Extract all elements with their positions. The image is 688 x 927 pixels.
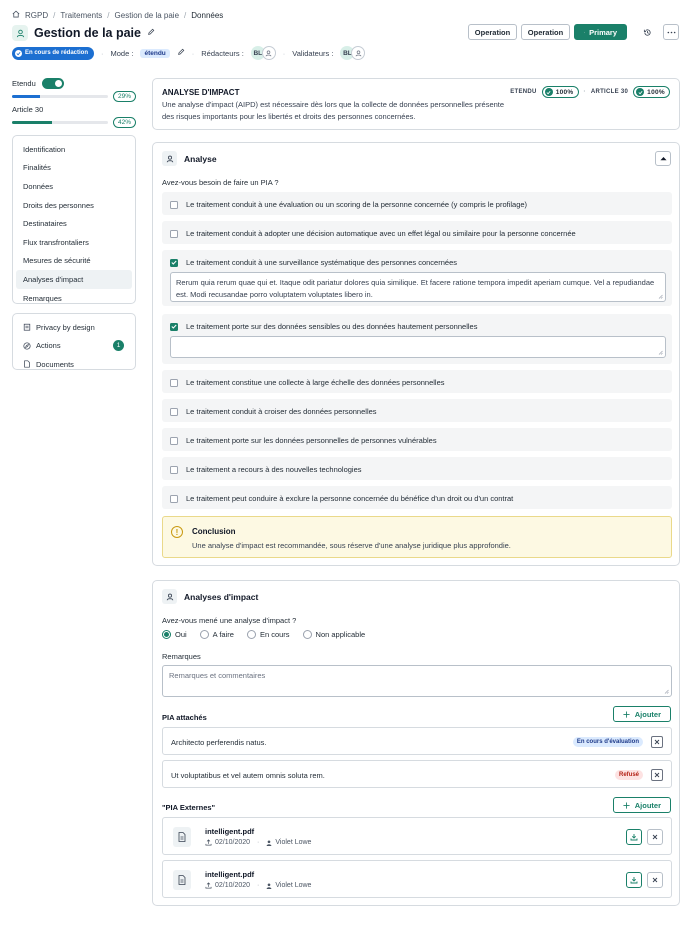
- remove-file-button[interactable]: [647, 829, 663, 845]
- criteria-label: Le traitement conduit à une évaluation ou un scoring de la personne concernée (y compris le profilage): [186, 200, 528, 209]
- file-author: Violet Lowe: [275, 839, 312, 846]
- sidebar-item-actions[interactable]: [16, 337, 132, 356]
- document-icon: [23, 360, 31, 368]
- file-row: [162, 860, 672, 898]
- breadcrumb-separator: /: [184, 10, 187, 20]
- redacteurs-avatars[interactable]: [251, 46, 276, 60]
- breadcrumb: [12, 9, 223, 21]
- criteria-comment-field[interactable]: [170, 336, 666, 358]
- radio-a-faire[interactable]: [200, 630, 234, 639]
- primary-button[interactable]: [574, 24, 627, 40]
- dot-separator: ·: [191, 48, 195, 58]
- history-button[interactable]: [639, 24, 655, 40]
- plus-icon: [623, 711, 630, 718]
- status-badge: [12, 47, 94, 60]
- file-name[interactable]: intelligent.pdf: [205, 870, 255, 879]
- progress-fill: [12, 95, 40, 98]
- sidebar-item-finalites[interactable]: Finalités: [23, 163, 51, 173]
- history-icon: [643, 28, 652, 37]
- criteria-item[interactable]: [162, 428, 672, 451]
- add-person-icon[interactable]: [262, 46, 276, 60]
- analyse-card: [152, 142, 680, 566]
- analyse-title: Analyse: [184, 153, 217, 164]
- search-icon: [584, 29, 585, 36]
- criteria-label: Le traitement conduit à adopter une décision automatique avec un effet légal ou similaire pour la personne concernée: [186, 229, 576, 238]
- file-meta: [205, 882, 311, 889]
- avatar: BL: [251, 46, 265, 60]
- score-label-article30: ARTICLE 30: [590, 89, 629, 95]
- impact-header: [162, 589, 258, 604]
- criteria-item[interactable]: [162, 370, 672, 393]
- criteria-comment-field[interactable]: [170, 272, 666, 302]
- pia-name: Ut voluptatibus et vel autem omnis soluta rem.: [171, 771, 325, 780]
- upload-icon: [205, 882, 212, 889]
- user-icon: [162, 151, 177, 166]
- file-date: 02/10/2020: [215, 882, 251, 889]
- file-meta: [205, 839, 311, 846]
- progress-label: Article 30: [12, 104, 44, 114]
- criteria-item[interactable]: [162, 314, 672, 364]
- progress-percent: 29%: [113, 91, 136, 102]
- progress-label: Etendu: [12, 78, 36, 88]
- validateurs-label: Validateurs :: [292, 48, 334, 58]
- checkbox[interactable]: [170, 201, 178, 209]
- sidebar-item-identification[interactable]: Identification: [23, 144, 66, 154]
- external-pia-title: "PIA Externes": [162, 803, 216, 812]
- file-name[interactable]: intelligent.pdf: [205, 827, 255, 836]
- download-button[interactable]: [626, 872, 642, 888]
- score-value: 100%: [555, 88, 574, 96]
- checkbox[interactable]: [170, 466, 178, 474]
- checkbox[interactable]: [170, 495, 178, 503]
- add-label: Ajouter: [634, 709, 661, 719]
- check-circle-icon: [545, 88, 553, 96]
- radio-button-selected[interactable]: [162, 630, 171, 639]
- criteria-label: Le traitement constitue une collecte à large échelle des données personnelles: [186, 378, 445, 387]
- checkbox[interactable]: [170, 408, 178, 416]
- resize-grip-icon: [664, 689, 669, 694]
- checkbox-checked[interactable]: [170, 323, 178, 331]
- criteria-item[interactable]: [162, 457, 672, 480]
- file-icon: [173, 827, 191, 847]
- warning-icon: !: [171, 526, 183, 538]
- operation-button-1[interactable]: Operation: [468, 24, 517, 40]
- radio-button[interactable]: [200, 630, 209, 639]
- status-badge: Refusé: [615, 770, 643, 780]
- radio-label: A faire: [212, 630, 234, 639]
- close-icon: [654, 772, 660, 778]
- validateurs-avatars[interactable]: [340, 46, 365, 60]
- primary-button-label: Primary: [589, 27, 617, 37]
- sidebar-item-destinataires[interactable]: Destinataires: [23, 219, 67, 229]
- radio-button[interactable]: [303, 630, 312, 639]
- check-circle-icon: [636, 88, 644, 96]
- criteria-label: Le traitement peut conduire à exclure la personne concernée du bénéfice d'un droit ou d'un contrat: [186, 494, 514, 503]
- etendu-toggle[interactable]: [42, 78, 64, 89]
- user-icon: [266, 883, 272, 889]
- status-label: En cours de rédaction: [25, 50, 89, 56]
- toolbar: [468, 24, 679, 40]
- sidebar-item-documents[interactable]: [16, 355, 132, 374]
- conclusion-box: [162, 516, 672, 558]
- dot-separator: ·: [257, 839, 260, 846]
- sidebar-item-analyses[interactable]: Analyses d'impact: [16, 270, 132, 289]
- meta-row: [12, 45, 365, 61]
- criteria-label: Le traitement porte sur des données sensibles ou des données hautement personnelles: [186, 322, 478, 331]
- add-pia-button[interactable]: [613, 706, 671, 722]
- pia-row[interactable]: [162, 727, 672, 755]
- conclusion-title: Conclusion: [192, 527, 236, 536]
- aipd-description: Une analyse d'impact (AIPD) est nécessaire dès lors que la collecte de données personnelles présente des risques importants pour les libertés et droits des personnes concernées.: [162, 100, 505, 121]
- mode-label: Mode :: [110, 48, 134, 58]
- breadcrumb-separator: /: [107, 10, 110, 20]
- impact-radio-group: [162, 630, 365, 639]
- remarks-placeholder: Remarques et commentaires: [169, 671, 266, 680]
- user-icon: [162, 589, 177, 604]
- page-title: Gestion de la paie: [34, 26, 141, 40]
- criteria-label: Le traitement conduit à croiser des données personnelles: [186, 407, 377, 416]
- mode-tag: étendu: [140, 49, 169, 58]
- remove-pia-button[interactable]: [651, 736, 663, 748]
- progress-bar: [12, 121, 108, 124]
- file-author: Violet Lowe: [275, 882, 312, 889]
- breadcrumb-separator: /: [53, 10, 56, 20]
- breadcrumb-item-rgpd[interactable]: RGPD: [25, 10, 49, 20]
- criteria-item[interactable]: [162, 399, 672, 422]
- progress-etendu: [12, 78, 136, 102]
- radio-label: Non applicable: [315, 630, 366, 639]
- criteria-label: Le traitement porte sur les données personnelles de personnes vulnérables: [186, 436, 437, 445]
- upload-icon: [205, 839, 212, 846]
- home-icon[interactable]: [12, 10, 20, 20]
- status-badge: En cours d'évaluation: [573, 737, 643, 747]
- download-icon: [630, 876, 638, 884]
- radio-en-cours[interactable]: [247, 630, 290, 639]
- dot-separator: ·: [257, 882, 260, 889]
- avatar: BL: [340, 46, 354, 60]
- close-icon: [654, 739, 660, 745]
- check-icon: [15, 50, 22, 57]
- impact-question: Avez-vous mené une analyse d'impact ?: [162, 616, 297, 625]
- pia-attached-title: PIA attachés: [162, 713, 207, 722]
- radio-oui[interactable]: [162, 630, 187, 639]
- user-icon: [12, 25, 28, 41]
- remarks-textarea[interactable]: [162, 665, 672, 697]
- criteria-comment: Rerum quia rerum quae qui et. Itaque odit pariatur dolores quia similique. Et facere ratione tempora impedit aperiam cumque. Vel a repudiandae est. Modi recusandae porro voluptatem voluptates libero in.: [176, 278, 655, 299]
- criteria-item[interactable]: [162, 192, 672, 215]
- title-row: [12, 24, 155, 42]
- download-icon: [630, 833, 638, 841]
- sidebar-nav: [12, 135, 136, 304]
- pia-name: Architecto perferendis natus.: [171, 738, 267, 747]
- pia-question: Avez-vous besoin de faire un PIA ?: [162, 178, 279, 187]
- criteria-label: Le traitement a recours à des nouvelles technologies: [186, 465, 362, 474]
- more-button[interactable]: [663, 24, 679, 40]
- checkbox[interactable]: [170, 437, 178, 445]
- checkbox-checked[interactable]: [170, 259, 178, 267]
- criteria-item[interactable]: [162, 486, 672, 509]
- operation-button-2[interactable]: Operation: [521, 24, 570, 40]
- resize-grip-icon: [658, 350, 663, 355]
- user-icon: [266, 840, 272, 846]
- resize-grip-icon: [658, 294, 663, 299]
- sidebar-secondary: [12, 313, 136, 370]
- sidebar-item-remarques[interactable]: Remarques: [23, 293, 62, 303]
- sidebar-item-mesures[interactable]: Mesures de sécurité: [23, 256, 91, 266]
- radio-label: En cours: [259, 630, 290, 639]
- file-icon: [173, 870, 191, 890]
- progress-percent: 42%: [113, 117, 136, 128]
- add-person-icon[interactable]: [351, 46, 365, 60]
- score-etendu: [542, 86, 579, 98]
- sidebar-item-label: Actions: [36, 341, 61, 351]
- sidebar-item-flux[interactable]: Flux transfrontaliers: [23, 237, 89, 247]
- add-external-pia-button[interactable]: [613, 797, 671, 813]
- aipd-title: ANALYSE D'IMPACT: [162, 88, 240, 97]
- aipd-card: [152, 78, 680, 130]
- pia-row[interactable]: [162, 760, 672, 788]
- sidebar-item-privacy[interactable]: [16, 318, 132, 337]
- remove-file-button[interactable]: [647, 872, 663, 888]
- more-horizontal-icon: [667, 31, 676, 34]
- criteria-item[interactable]: [162, 250, 672, 306]
- score-label-etendu: ETENDU: [510, 89, 537, 95]
- edit-mode-icon[interactable]: [177, 48, 185, 58]
- file-date: 02/10/2020: [215, 839, 251, 846]
- criteria-item[interactable]: [162, 221, 672, 244]
- chevron-up-icon: [660, 156, 667, 161]
- dot-separator: ·: [101, 48, 104, 58]
- sidebar-item-label: Documents: [36, 359, 74, 369]
- remarks-label: Remarques: [162, 652, 201, 661]
- sidebar-item-label: Privacy by design: [36, 322, 95, 332]
- close-icon: [652, 877, 658, 883]
- dot-separator: ·: [583, 89, 586, 95]
- radio-label: Oui: [175, 630, 187, 639]
- aipd-scores: [510, 86, 670, 98]
- impact-card: [152, 580, 680, 906]
- edit-icon[interactable]: [147, 28, 155, 38]
- analyse-header: [162, 151, 217, 166]
- dot-separator: ·: [282, 48, 286, 58]
- impact-title: Analyses d'impact: [184, 591, 259, 602]
- criteria-label: Le traitement conduit à une surveillance systématique des personnes concernées: [186, 258, 457, 267]
- breadcrumb-item-donnees: Données: [191, 10, 224, 20]
- checkbox[interactable]: [170, 379, 178, 387]
- sidebar-item-droits[interactable]: Droits des personnes: [23, 200, 94, 210]
- progress-article30: [12, 104, 136, 128]
- radio-non-applicable[interactable]: [303, 630, 366, 639]
- conclusion-text: Une analyse d'impact est recommandée, sous réserve d'une analyse juridique plus approfondie.: [192, 541, 511, 550]
- remove-pia-button[interactable]: [651, 769, 663, 781]
- actions-count-badge: 1: [113, 340, 124, 351]
- progress-fill: [12, 121, 52, 124]
- progress-bar: [12, 95, 108, 98]
- add-label: Ajouter: [634, 800, 661, 810]
- download-button[interactable]: [626, 829, 642, 845]
- score-article30: [633, 86, 670, 98]
- collapse-button[interactable]: [655, 151, 671, 166]
- redacteurs-label: Rédacteurs :: [201, 48, 244, 58]
- sidebar-item-donnees[interactable]: Données: [23, 181, 54, 191]
- compass-icon: [23, 342, 31, 350]
- plus-icon: [623, 802, 630, 809]
- score-value: 100%: [647, 88, 665, 96]
- breadcrumb-item-traitements[interactable]: Traitements: [60, 10, 103, 20]
- checkbox[interactable]: [170, 230, 178, 238]
- close-icon: [652, 834, 658, 840]
- file-row: [162, 817, 672, 855]
- breadcrumb-item-gestion[interactable]: Gestion de la paie: [114, 10, 180, 20]
- clipboard-icon: [23, 323, 31, 331]
- radio-button[interactable]: [247, 630, 256, 639]
